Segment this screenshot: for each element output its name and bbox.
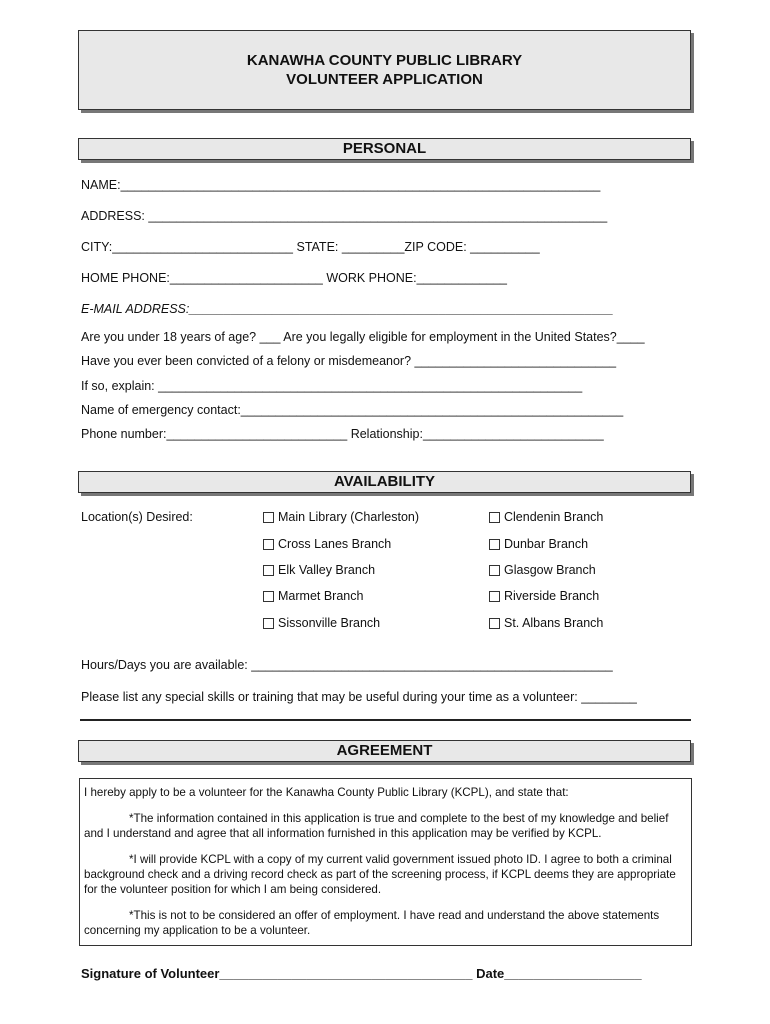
branch-label: St. Albans Branch	[504, 616, 604, 630]
form-title-box	[78, 30, 691, 110]
branch-checkbox[interactable]	[489, 563, 596, 577]
branch-checkbox[interactable]	[263, 537, 391, 551]
branch-checkbox[interactable]	[489, 510, 603, 524]
email-field[interactable]: E-MAIL ADDRESS:_____________________________________________________________	[81, 302, 614, 316]
branch-checkbox[interactable]	[263, 563, 375, 577]
locations-label: Location(s) Desired:	[81, 510, 193, 524]
age-eligibility-question[interactable]: Are you under 18 years of age? ___ Are you legally eligible for employment in the United States?____	[81, 330, 645, 344]
branch-label: Riverside Branch	[504, 589, 600, 603]
section-availability-heading: AVAILABILITY	[78, 471, 691, 493]
section-personal-heading: PERSONAL	[78, 138, 691, 160]
checkbox-icon[interactable]	[489, 565, 500, 576]
address-field[interactable]: ADDRESS: __________________________________________________________________	[81, 209, 608, 223]
checkbox-icon[interactable]	[263, 512, 274, 523]
branch-label: Dunbar Branch	[504, 537, 589, 551]
branch-label: Sissonville Branch	[278, 616, 381, 630]
checkbox-icon[interactable]	[263, 591, 274, 602]
branch-label: Glasgow Branch	[504, 563, 596, 577]
checkbox-icon[interactable]	[263, 618, 274, 629]
branch-label: Cross Lanes Branch	[278, 537, 392, 551]
checkbox-icon[interactable]	[489, 512, 500, 523]
branch-checkbox[interactable]	[263, 616, 380, 630]
section-divider	[80, 719, 691, 721]
emergency-contact-field[interactable]: Name of emergency contact:_______________________________________________________	[81, 403, 624, 417]
title-line-1: KANAWHA COUNTY PUBLIC LIBRARY	[246, 52, 523, 69]
branch-checkbox[interactable]	[489, 589, 599, 603]
checkbox-icon[interactable]	[263, 539, 274, 550]
phone-relationship-field[interactable]: Phone number:__________________________ Relationship:__________________________	[81, 427, 604, 441]
phone-fields[interactable]: HOME PHONE:______________________ WORK PHONE:_____________	[81, 271, 507, 285]
felony-question[interactable]: Have you ever been convicted of a felony or misdemeanor? _____________________________	[81, 354, 617, 368]
branch-checkbox[interactable]	[263, 589, 363, 603]
checkbox-icon[interactable]	[263, 565, 274, 576]
checkbox-icon[interactable]	[489, 539, 500, 550]
title-line-2: VOLUNTEER APPLICATION	[286, 71, 483, 88]
agreement-intro: I hereby apply to be a volunteer for the Kanawha County Public Library (KCPL), and state that:	[84, 786, 569, 799]
agreement-statement-2: *I will provide KCPL with a copy of my current valid government issued photo ID. I agree to both a criminal background check and a driving record check as part of the screening process, if KCPL deems they are appropriate for the volunteer position for which I am being considered.	[84, 853, 676, 896]
branch-checkbox[interactable]	[489, 537, 588, 551]
branch-label: Main Library (Charleston)	[278, 510, 420, 524]
name-field[interactable]: NAME:_____________________________________________________________________	[81, 178, 601, 192]
checkbox-icon[interactable]	[489, 591, 500, 602]
agreement-statement-1: *The information contained in this application is true and complete to the best of my knowledge and belief and I understand and agree that all information furnished in this application may be verified by KCPL.	[84, 812, 669, 840]
branch-checkbox[interactable]	[489, 616, 603, 630]
agreement-statement-3: *This is not to be considered an offer of employment. I have read and understand the above statements concerning my application to be a volunteer.	[84, 909, 660, 937]
signature-date-line[interactable]: Signature of Volunteer___________________________________ Date___________________	[81, 966, 642, 981]
agreement-box	[79, 778, 692, 946]
skills-field[interactable]: Please list any special skills or training that may be useful during your time as a volunteer: ________	[81, 690, 637, 704]
section-agreement-heading: AGREEMENT	[78, 740, 691, 762]
branch-checkbox[interactable]	[263, 510, 419, 524]
explain-field[interactable]: If so, explain: _____________________________________________________________	[81, 379, 583, 393]
hours-field[interactable]: Hours/Days you are available: ____________________________________________________	[81, 658, 613, 672]
branch-label: Clendenin Branch	[504, 510, 604, 524]
branch-label: Marmet Branch	[278, 589, 364, 603]
checkbox-icon[interactable]	[489, 618, 500, 629]
city-state-zip-field[interactable]: CITY:__________________________ STATE: _________ZIP CODE: __________	[81, 240, 540, 254]
branch-label: Elk Valley Branch	[278, 563, 376, 577]
